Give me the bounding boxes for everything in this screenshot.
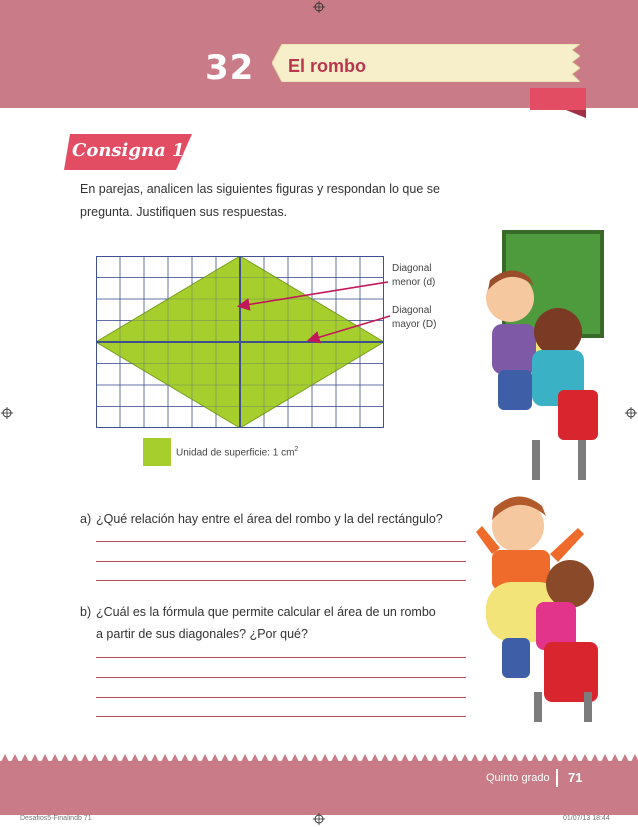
label-major-diagonal: Diagonal mayor (D) — [392, 305, 437, 330]
children-at-blackboard-illustration — [478, 230, 604, 482]
answer-line-b4[interactable] — [96, 716, 466, 717]
question-a — [80, 508, 443, 530]
question-a-letter: a) — [80, 512, 92, 526]
footer-separator — [556, 769, 558, 787]
print-meta-left: Desafios5-Finalindb 71 — [20, 815, 92, 822]
answer-line-a1[interactable] — [96, 541, 466, 542]
registration-mark-icon — [625, 407, 637, 419]
registration-mark-icon — [313, 1, 325, 13]
lesson-title: El rombo — [288, 56, 367, 76]
answer-line-b1[interactable] — [96, 657, 466, 658]
question-b — [80, 601, 436, 645]
question-b-text: ¿Cuál es la fórmula que permite calcular el área de un rombo — [96, 605, 436, 619]
footer-grade: Quinto grado — [486, 772, 550, 784]
footer-band — [0, 761, 638, 815]
answer-line-b2[interactable] — [96, 677, 466, 678]
lesson-number: 32 — [205, 48, 255, 88]
answer-line-b3[interactable] — [96, 697, 466, 698]
unit-square-legend — [143, 438, 171, 466]
ribbon-decoration — [530, 88, 586, 118]
question-b-letter: b) — [80, 605, 92, 619]
print-meta-right: 01/07/13 18:44 — [563, 815, 610, 822]
children-cheering-illustration — [474, 492, 604, 724]
unit-legend-text: Unidad de superficie: 1 $cm^2$ — [176, 446, 299, 459]
question-a-text: ¿Qué relación hay entre el área del rombo y la del rectángulo? — [96, 512, 443, 526]
label-minor-diagonal: Diagonal menor (d) — [392, 263, 436, 288]
diagonal-arrows — [230, 270, 400, 350]
question-b-text-2: a partir de sus diagonales? ¿Por qué? — [96, 627, 308, 641]
registration-mark-icon — [313, 813, 325, 825]
registration-mark-icon — [1, 407, 13, 419]
answer-line-a2[interactable] — [96, 561, 466, 562]
consigna-label: Consigna 1 — [72, 140, 185, 161]
instructions-text: En parejas, analicen las siguientes figuras y respondan lo que se pregunta. Justifiquen sus respuestas. — [80, 182, 440, 219]
answer-line-a3[interactable] — [96, 580, 466, 581]
page-number: 71 — [568, 770, 583, 785]
